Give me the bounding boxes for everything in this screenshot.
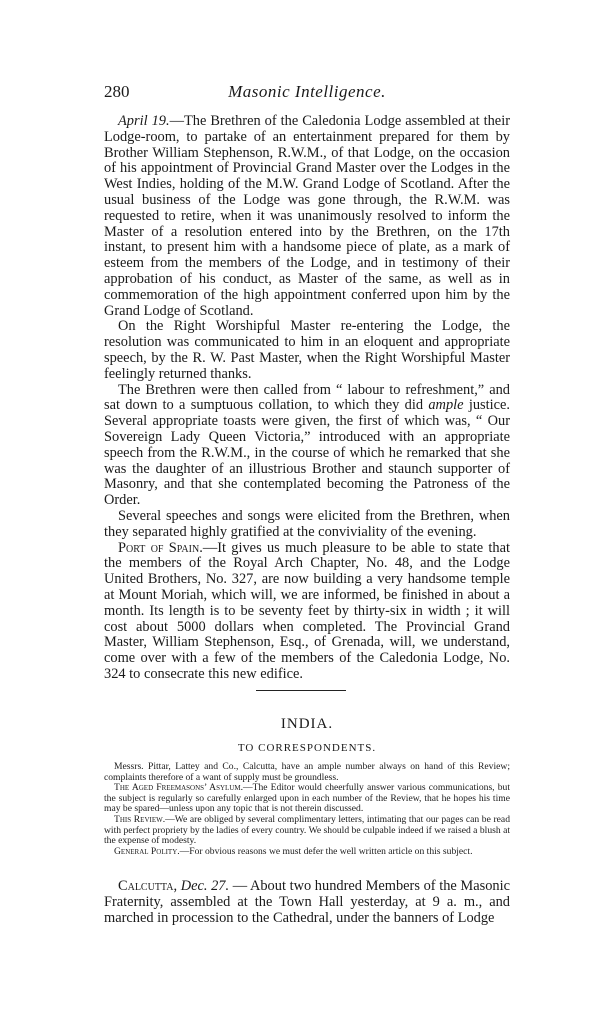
paragraph-lead: Calcutta, <box>118 878 178 894</box>
paragraph-refreshment <box>104 383 510 509</box>
notice-item <box>104 783 510 815</box>
running-head: Masonic Intelligence. <box>228 82 386 101</box>
paragraph-calcutta <box>104 878 510 926</box>
correspondents-notices <box>104 762 510 857</box>
notice-lead: General Polity. <box>114 845 180 857</box>
notice-item <box>104 815 510 847</box>
notice-lead: The Aged Freemasons’ Asylum. <box>114 782 243 794</box>
notice-lead: This Review. <box>114 813 166 825</box>
section-title: INDIA. <box>280 716 334 732</box>
notice-text: —For obvious reasons we must defer the well written article on this subject. <box>179 845 473 857</box>
paragraph-text: The Brethren were then called from “ labour to refreshment,” and sat down to a sumptuous collation, to which they did <box>104 381 510 414</box>
paragraph-lead: Port of Spain. <box>118 539 203 556</box>
paragraph-text: —The Brethren of the Caledonia Lodge assembled at their Lodge-room, to partake of an entertainment prepared for them by Brother William Stephenson, R.W.M., of that Lodge, on the occasion of his appointment of Provincial Grand Master over the Lodges in the West Indies, holding of the M.W. Grand Lodge of Scotland. After the usual business of the Lodge was gone through, the R.W.M. was requested to retire, when it was unanimously resolved to inform the Master of a resolution entered into by the Brethren, on the 17th instant, to present him with a handsome piece of plate, as a mark of esteem from the members of the Lodge, and in testimony of their approbation of his conduct, as Master of the same, as well as in commemoration of the high appointment conferred upon him by the Grand Lodge of Scotland. <box>104 113 510 319</box>
notice-item <box>104 847 510 858</box>
notice-text: —We are obliged by several complimentary letters, intimating that our pages can be read with perfect propriety by the ladies of every country. We should be culpable indeed if we raised a blush at the expense of modesty. <box>104 813 510 847</box>
paragraph-port-of-spain <box>104 541 510 683</box>
page-header <box>104 82 510 102</box>
paragraph-text: —It gives us much pleasure to be able to state that the members of the Royal Arch Chapter, No. 48, and the Lodge United Brothers, No. 327, are now building a very handsome temple at Mount Moriah, which will, we are informed, be finished in about a month. Its length is to be seventy feet by thirty-six in width ; it will cost about 5000 dollars when completed. The Provincial Grand Master, William Stephenson, Esq., of Grenada, will, we understand, come over with a few of the members of the Caledonia Lodge, No. 324 to consecrate this new edifice. <box>104 539 510 682</box>
paragraph-text: — About two hundred Members of the Masonic Fraternity, assembled at the Town Hall yesterday, at 9 a. m., and marched in procession to the Cathedral, under the banners of Lodge <box>104 878 510 926</box>
section-divider <box>256 690 346 691</box>
paragraph-date: April 19. <box>118 113 170 129</box>
section-subheading: TO CORRESPONDENTS. <box>237 742 377 754</box>
paragraph-date: Dec. 27. <box>180 878 230 894</box>
emphasis-word: ample <box>428 397 464 414</box>
notice-text: —The Editor would cheerfully answer various communications, but the subject is regularly so carefully enlarged upon in each number of the Review, that he hopes his time may be spared—unless upon any topic that is not therein discussed. <box>104 782 511 815</box>
calcutta-article <box>104 878 510 926</box>
page-number: 280 <box>104 82 130 101</box>
notice-item: Messrs. Pittar, Lattey and Co., Calcutta, have an ample number always on hand of this Review; complaints therefore of a want of supply must be groundless. <box>104 761 510 783</box>
paragraph-speeches: Several speeches and songs were elicited from the Brethren, when they separated highly gratified at the conviviality of the evening. <box>104 507 510 540</box>
paragraph-resolution: On the Right Worshipful Master re-entering the Lodge, the resolution was communicated to him in an eloquent and appropriate speech, by the R. W. Past Master, when the Right Worshipful Master feelingly returned thanks. <box>104 318 510 382</box>
article-body <box>104 114 510 683</box>
paragraph-april-19 <box>104 114 510 319</box>
paragraph-text: justice. Several appropriate toasts were given, the first of which was, “ Our Sovereign Lady Queen Victoria,” introduced with an appropriate speech from the R.W.M., in the course of which he remarked that she was the daughter of an illustrious Brother and staunch supporter of Masonry, and that she contemplated becoming the Patroness of the Order. <box>104 397 510 509</box>
